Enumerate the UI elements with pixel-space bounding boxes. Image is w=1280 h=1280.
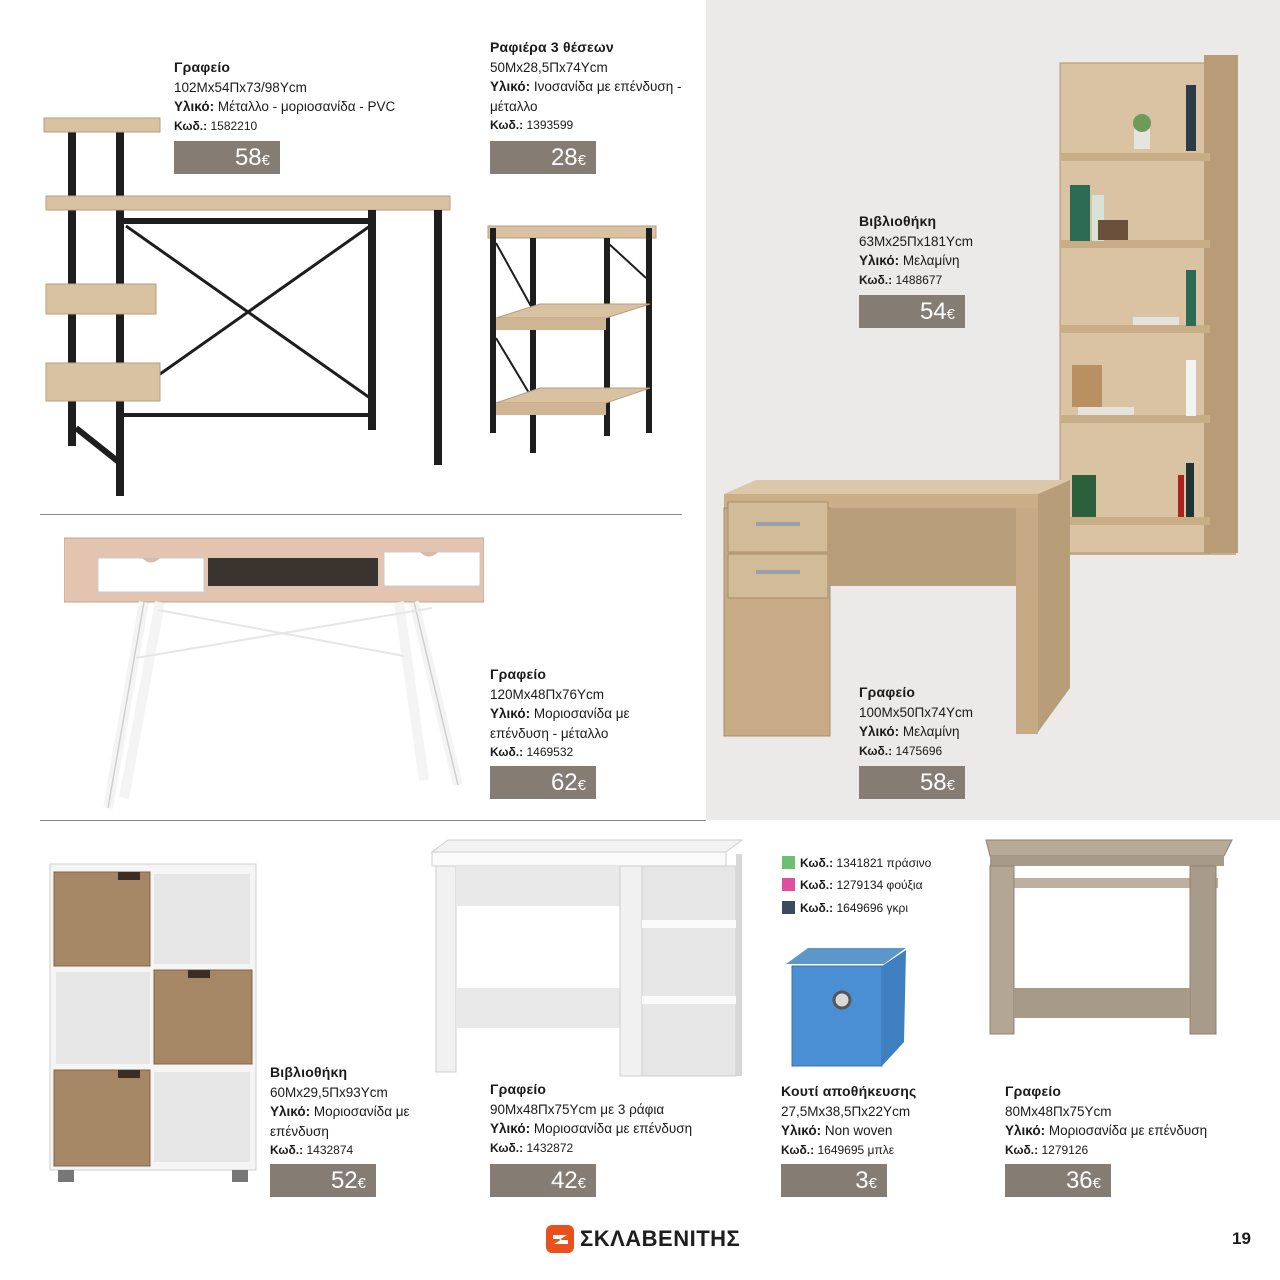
product-material: Υλικό: Μελαμίνη — [859, 253, 960, 268]
product-code: Κωδ.: 1279126 — [1005, 1142, 1089, 1157]
product-info — [174, 58, 395, 136]
product-material: Υλικό: Μοριοσανίδα με επένδυση - μέταλλο — [490, 706, 630, 741]
product-dimensions: 63Μx25Πx181Υcm — [859, 233, 974, 249]
product-dimensions: 90Μx48Πx75Υcm με 3 ράφια — [490, 1101, 665, 1117]
product-info — [270, 1063, 420, 1161]
color-variant: Κωδ.: 1649696 γκρι — [782, 900, 908, 916]
product-code: Κωδ.: 1582210 — [174, 118, 258, 133]
color-variant: Κωδ.: 1279134 φούξια — [782, 877, 923, 893]
product-code: Κωδ.: 1432874 — [270, 1143, 354, 1157]
product-image-3-tier-shelf — [486, 218, 660, 456]
product-image-tall-bookcase — [1058, 55, 1244, 560]
brand-logo-icon — [546, 1225, 574, 1253]
product-title: Γραφείο — [490, 666, 547, 682]
product-material: Υλικό: Μοριοσανίδα με επένδυση — [270, 1104, 410, 1139]
price-tag: 52€ — [270, 1164, 376, 1197]
price-tag: 62€ — [490, 766, 596, 799]
product-material: Υλικό: Ινοσανίδα με επένδυση - μέταλλο — [490, 79, 682, 114]
grey-swatch-icon — [782, 901, 795, 914]
product-image-desk-drawers — [64, 530, 484, 814]
product-dimensions: 100Μx50Πx74Υcm — [859, 704, 974, 720]
product-material: Υλικό: Non woven — [781, 1123, 893, 1138]
product-code: Κωδ.: 1393599 — [490, 118, 574, 132]
product-title: Γραφείο — [1005, 1083, 1062, 1099]
product-info — [490, 38, 700, 136]
product-dimensions: 102Μx54Πx73/98Υcm — [174, 79, 307, 95]
product-code: Κωδ.: 1432872 — [490, 1140, 574, 1155]
product-material: Υλικό: Μέταλλο - μοριοσανίδα - PVC — [174, 99, 396, 114]
product-material: Υλικό: Μελαμίνη — [859, 724, 960, 739]
product-dimensions: 50Μx28,5Πx74Υcm — [490, 59, 608, 75]
price-tag: 54€ — [859, 295, 965, 328]
brand-name: ΣΚΛΑΒΕΝΙΤΗΣ — [580, 1226, 741, 1251]
product-image-storage-box — [784, 944, 908, 1070]
product-image-small-desk — [980, 838, 1240, 1038]
product-code: Κωδ.: 1469532 — [490, 745, 574, 759]
product-material: Υλικό: Μοριοσανίδα με επένδυση — [490, 1121, 693, 1136]
product-title: Βιβλιοθήκη — [270, 1064, 348, 1080]
product-info — [859, 683, 973, 761]
product-image-white-desk — [430, 838, 746, 1078]
color-variant: Κωδ.: 1341821 πράσινο — [782, 855, 931, 871]
product-code: Κωδ.: 1488677 — [859, 272, 943, 287]
product-dimensions: 60Μx29,5Πx93Υcm — [270, 1084, 388, 1100]
product-dimensions: 27,5Μx38,5Πx22Υcm — [781, 1103, 911, 1119]
product-code: Κωδ.: 1475696 — [859, 743, 943, 758]
product-title: Γραφείο — [490, 1081, 547, 1097]
product-title: Γραφείο — [174, 59, 231, 75]
product-info — [1005, 1082, 1255, 1160]
price-tag: 58€ — [174, 141, 280, 174]
product-title: Ραφιέρα 3 θέσεων — [490, 39, 614, 55]
price-tag: 36€ — [1005, 1164, 1111, 1197]
price-tag: 3€ — [781, 1164, 887, 1197]
product-material: Υλικό: Μοριοσανίδα με επένδυση — [1005, 1123, 1208, 1138]
product-info — [490, 1080, 730, 1158]
price-tag: 28€ — [490, 141, 596, 174]
product-dimensions: 80Μx48Πx75Υcm — [1005, 1103, 1112, 1119]
green-swatch-icon — [782, 856, 795, 869]
product-info — [781, 1082, 917, 1160]
product-title: Γραφείο — [859, 684, 916, 700]
product-title: Κουτί αποθήκευσης — [781, 1083, 917, 1099]
fuchsia-swatch-icon — [782, 878, 795, 891]
product-image-cube-bookcase — [48, 862, 258, 1184]
divider — [40, 820, 706, 821]
product-info — [859, 212, 973, 290]
product-info — [490, 665, 670, 763]
product-code: Κωδ.: 1649695 μπλε — [781, 1142, 895, 1157]
divider — [40, 514, 682, 515]
product-dimensions: 120Μx48Πx76Υcm — [490, 686, 605, 702]
brand-logo — [546, 1224, 740, 1254]
price-tag: 58€ — [859, 766, 965, 799]
page-number: 19 — [1232, 1229, 1251, 1248]
price-tag: 42€ — [490, 1164, 596, 1197]
product-title: Βιβλιοθήκη — [859, 213, 937, 229]
